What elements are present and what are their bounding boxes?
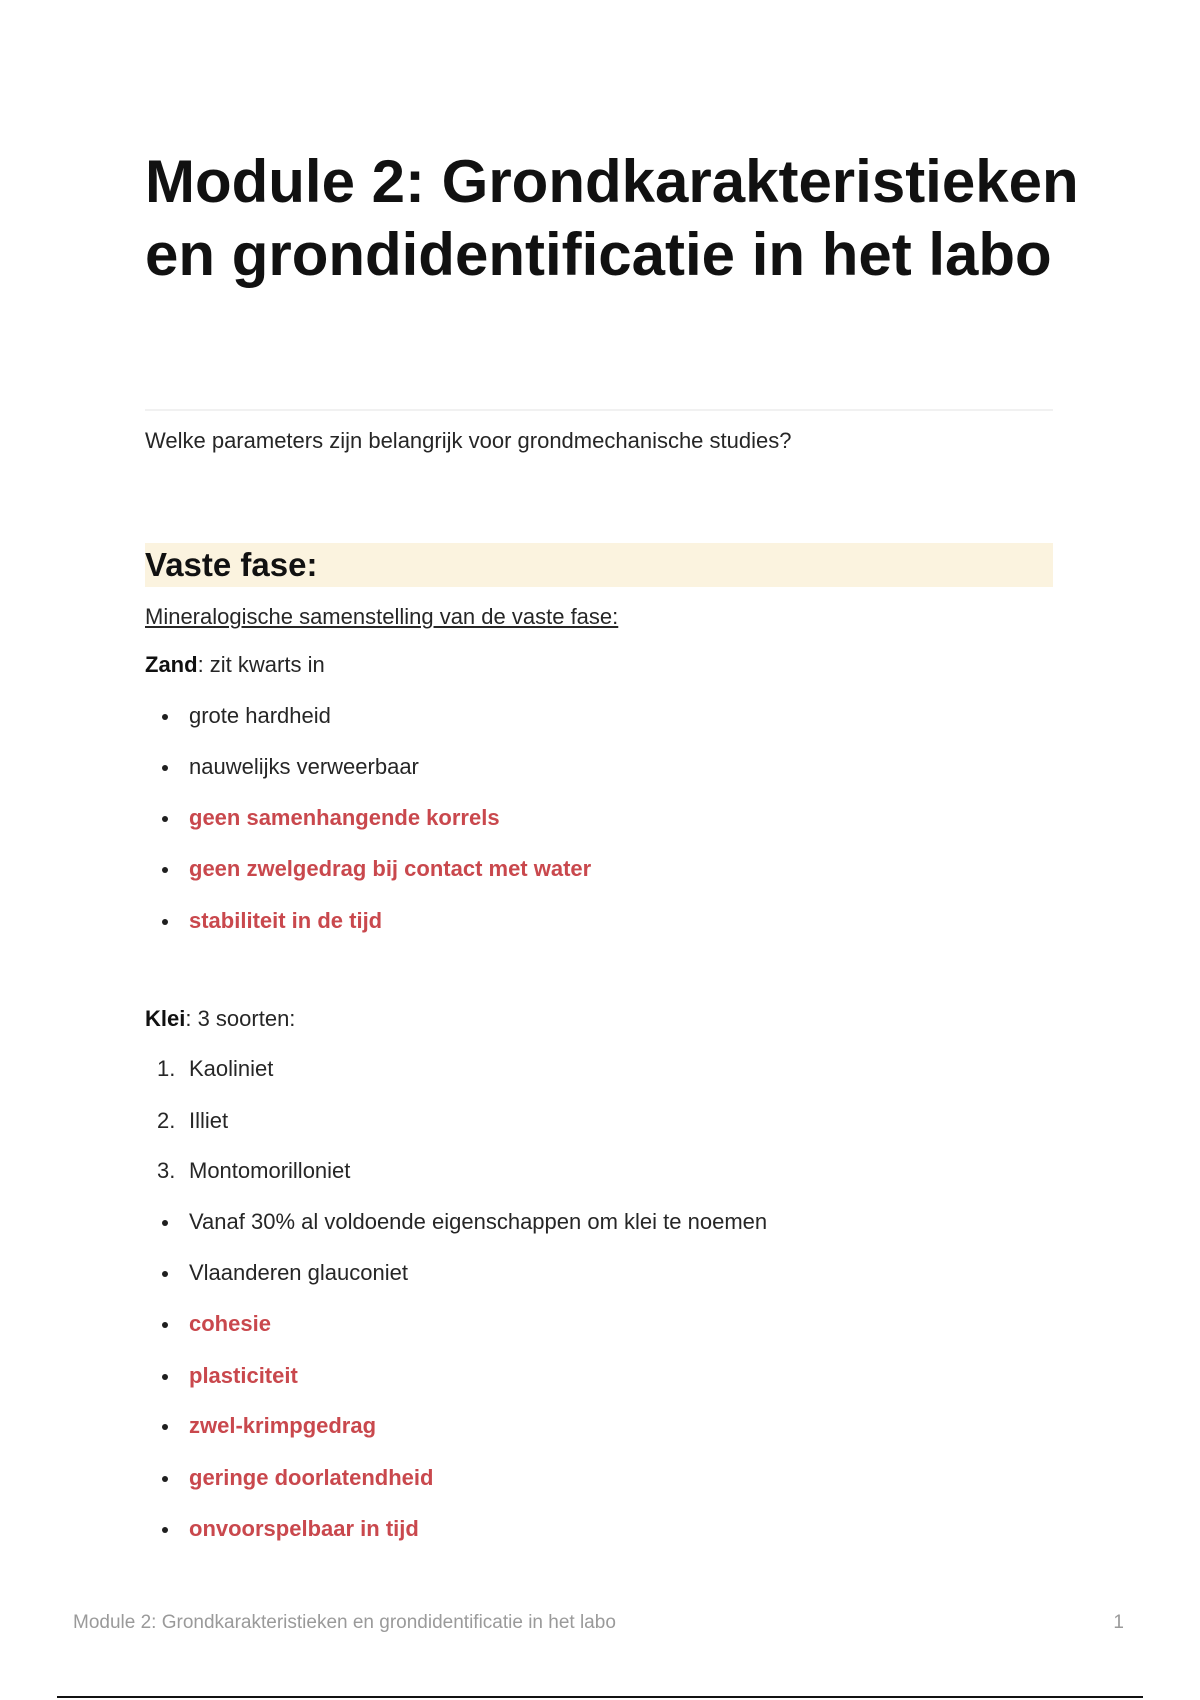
page-number: 1 bbox=[1113, 1612, 1124, 1633]
klei-property-list bbox=[145, 1208, 1045, 1543]
klei-property-item: onvoorspelbaar in tijd bbox=[145, 1515, 1045, 1543]
zand-property-item: nauwelijks verweerbaar bbox=[145, 753, 1045, 781]
clay-type-item: 2. Illiet bbox=[145, 1107, 1045, 1135]
section-subheading: Mineralogische samenstelling van de vaste fase: bbox=[145, 604, 619, 629]
zand-label-line bbox=[145, 651, 325, 679]
zand-property-item: stabiliteit in de tijd bbox=[145, 907, 1045, 935]
footer-title: Module 2: Grondkarakteristieken en grondidentificatie in het labo bbox=[73, 1612, 616, 1633]
zand-description: : zit kwarts in bbox=[197, 652, 325, 677]
clay-type-item: 3. Montomorilloniet bbox=[145, 1157, 1045, 1185]
klei-property-item: zwel-krimpgedrag bbox=[145, 1412, 1045, 1440]
page-title: Module 2: Grondkarakteristieken en grondidentificatie in het labo bbox=[145, 148, 1079, 288]
klei-property-item: plasticiteit bbox=[145, 1362, 1045, 1390]
klei-property-item: geringe doorlatendheid bbox=[145, 1464, 1045, 1492]
zand-property-item: geen samenhangende korrels bbox=[145, 804, 1045, 832]
klei-label-line bbox=[145, 1005, 295, 1033]
footer-divider bbox=[57, 1696, 1143, 1698]
clay-type-item: 1. Kaoliniet bbox=[145, 1055, 1045, 1083]
klei-property-item: cohesie bbox=[145, 1310, 1045, 1338]
title-divider bbox=[145, 409, 1053, 411]
klei-property-item: Vanaf 30% al voldoende eigenschappen om klei te noemen bbox=[145, 1208, 1045, 1236]
section-heading: Vaste fase: bbox=[145, 543, 1053, 587]
zand-label: Zand bbox=[145, 652, 198, 677]
klei-property-item: Vlaanderen glauconiet bbox=[145, 1259, 1045, 1287]
intro-question: Welke parameters zijn belangrijk voor grondmechanische studies? bbox=[145, 428, 792, 453]
klei-description: : 3 soorten: bbox=[185, 1006, 296, 1031]
klei-label: Klei bbox=[145, 1006, 186, 1031]
zand-property-item: geen zwelgedrag bij contact met water bbox=[145, 855, 1045, 883]
zand-property-list bbox=[145, 702, 1045, 935]
zand-property-item: grote hardheid bbox=[145, 702, 1045, 730]
klei-types-list bbox=[145, 1055, 1045, 1185]
